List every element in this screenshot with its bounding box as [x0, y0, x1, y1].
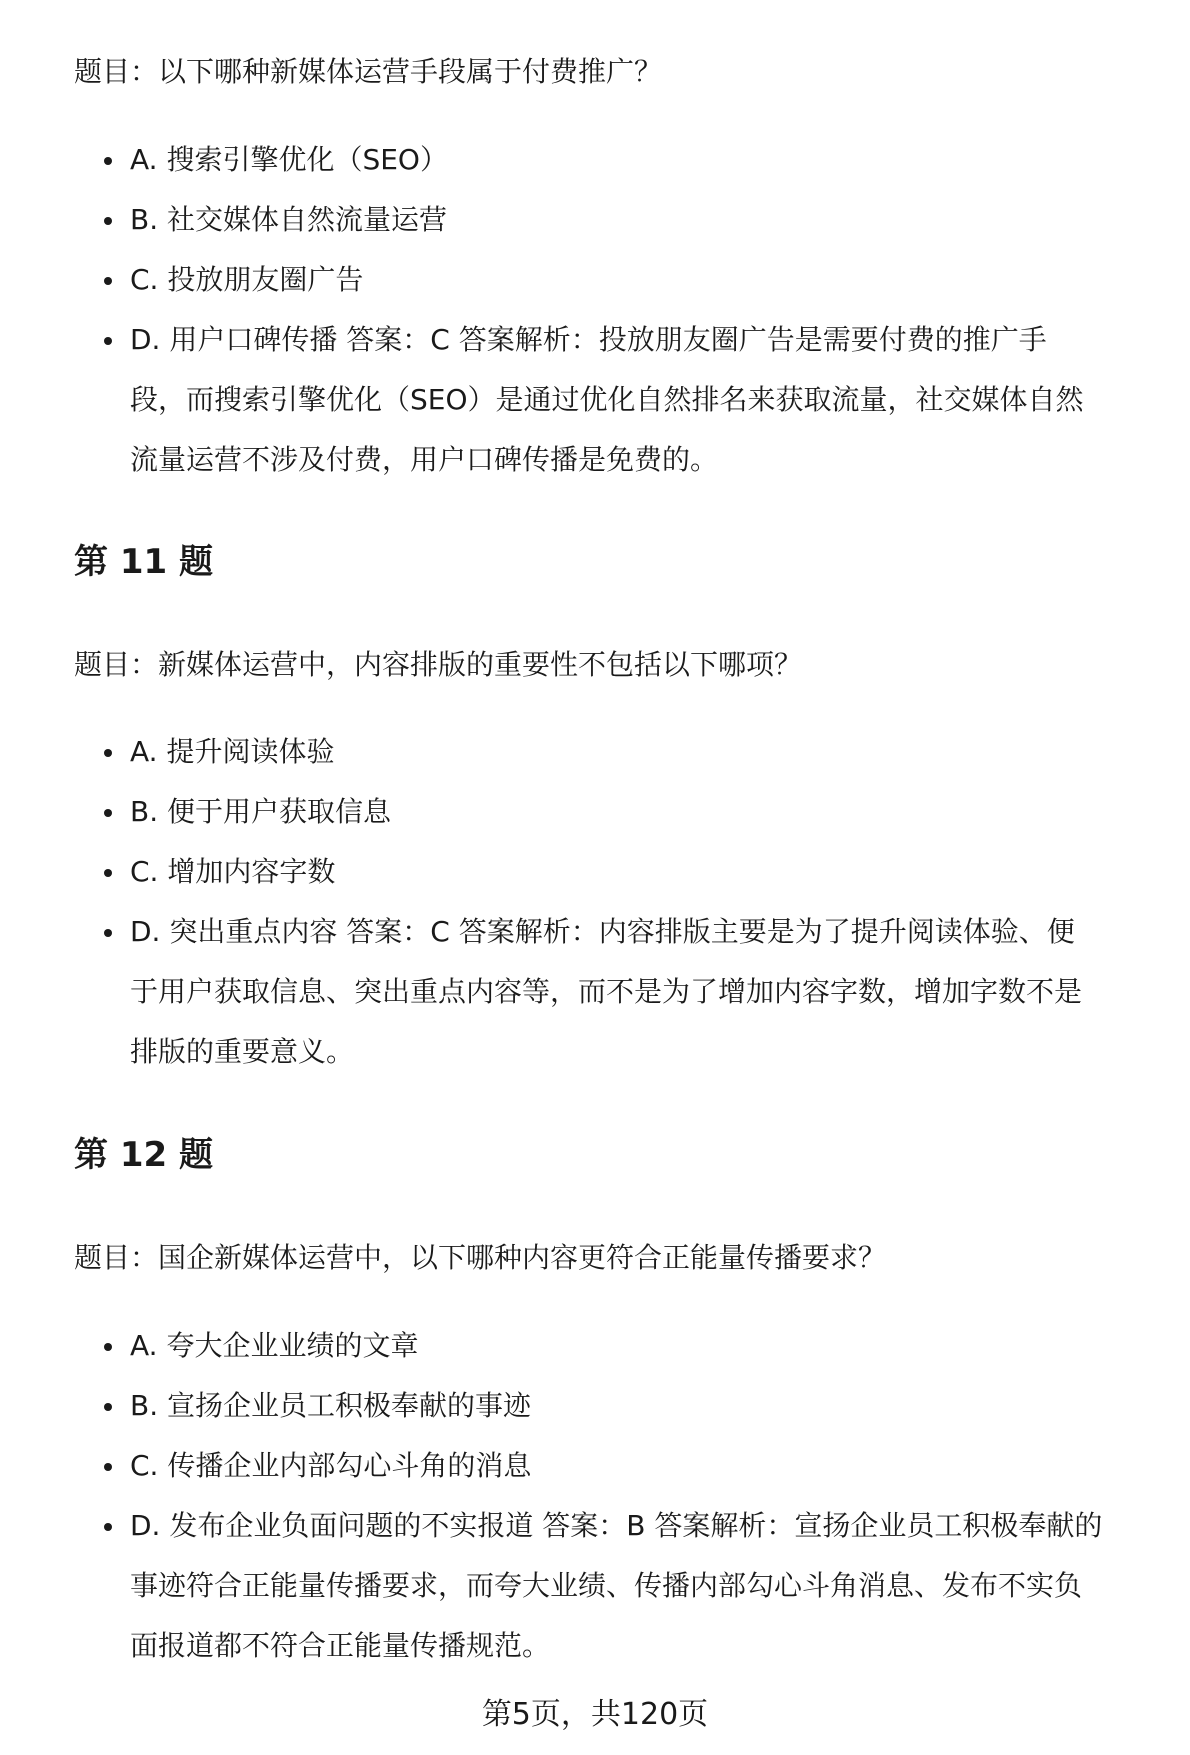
question-11-options [74, 722, 1172, 1082]
option-d-with-answer [74, 902, 1172, 1082]
option-d-with-answer [74, 1496, 1172, 1676]
option-d-with-answer [74, 310, 1172, 490]
option-c: C. 增加内容字数 [74, 842, 1172, 902]
answer-line-2: 于用户获取信息、突出重点内容等，而不是为了增加内容字数，增加字数不是 [130, 975, 1083, 1008]
question-12-heading: 第 12 题 [74, 1135, 213, 1175]
answer-line-2: 事迹符合正能量传播要求，而夸大业绩、传播内部勾心斗角消息、发布不实负 [130, 1569, 1083, 1602]
page-number-footer: 第5页，共120页 [481, 1697, 709, 1732]
option-a: A. 提升阅读体验 [74, 722, 1172, 782]
question-11-text: 题目：新媒体运营中，内容排版的重要性不包括以下哪项？ [74, 648, 803, 681]
answer-line-1: D. 突出重点内容 答案：C 答案解析：内容排版主要是为了提升阅读体验、便 [130, 915, 1075, 948]
option-b: B. 宣扬企业员工积极奉献的事迹 [74, 1376, 1172, 1436]
question-10-text: 题目：以下哪种新媒体运营手段属于付费推广？ [74, 55, 663, 88]
answer-line-3: 排版的重要意义。 [130, 1035, 355, 1068]
question-12-options [74, 1316, 1172, 1676]
answer-line-2: 段，而搜索引擎优化（SEO）是通过优化自然排名来获取流量，社交媒体自然 [130, 383, 1084, 416]
question-10-options [74, 130, 1172, 490]
answer-line-1: D. 用户口碑传播 答案：C 答案解析：投放朋友圈广告是需要付费的推广手 [130, 323, 1047, 356]
question-11-heading: 第 11 题 [74, 542, 213, 582]
option-b: B. 便于用户获取信息 [74, 782, 1172, 842]
option-a: A. 夸大企业业绩的文章 [74, 1316, 1172, 1376]
answer-line-1: D. 发布企业负面问题的不实报道 答案：B 答案解析：宣扬企业员工积极奉献的 [130, 1509, 1103, 1542]
answer-line-3: 面报道都不符合正能量传播规范。 [130, 1629, 551, 1662]
option-c: C. 投放朋友圈广告 [74, 250, 1172, 310]
option-c: C. 传播企业内部勾心斗角的消息 [74, 1436, 1172, 1496]
question-12-text: 题目：国企新媒体运营中，以下哪种内容更符合正能量传播要求？ [74, 1241, 887, 1274]
answer-line-3: 流量运营不涉及付费，用户口碑传播是免费的。 [130, 443, 719, 476]
option-a: A. 搜索引擎优化（SEO） [74, 130, 1172, 190]
option-b: B. 社交媒体自然流量运营 [74, 190, 1172, 250]
